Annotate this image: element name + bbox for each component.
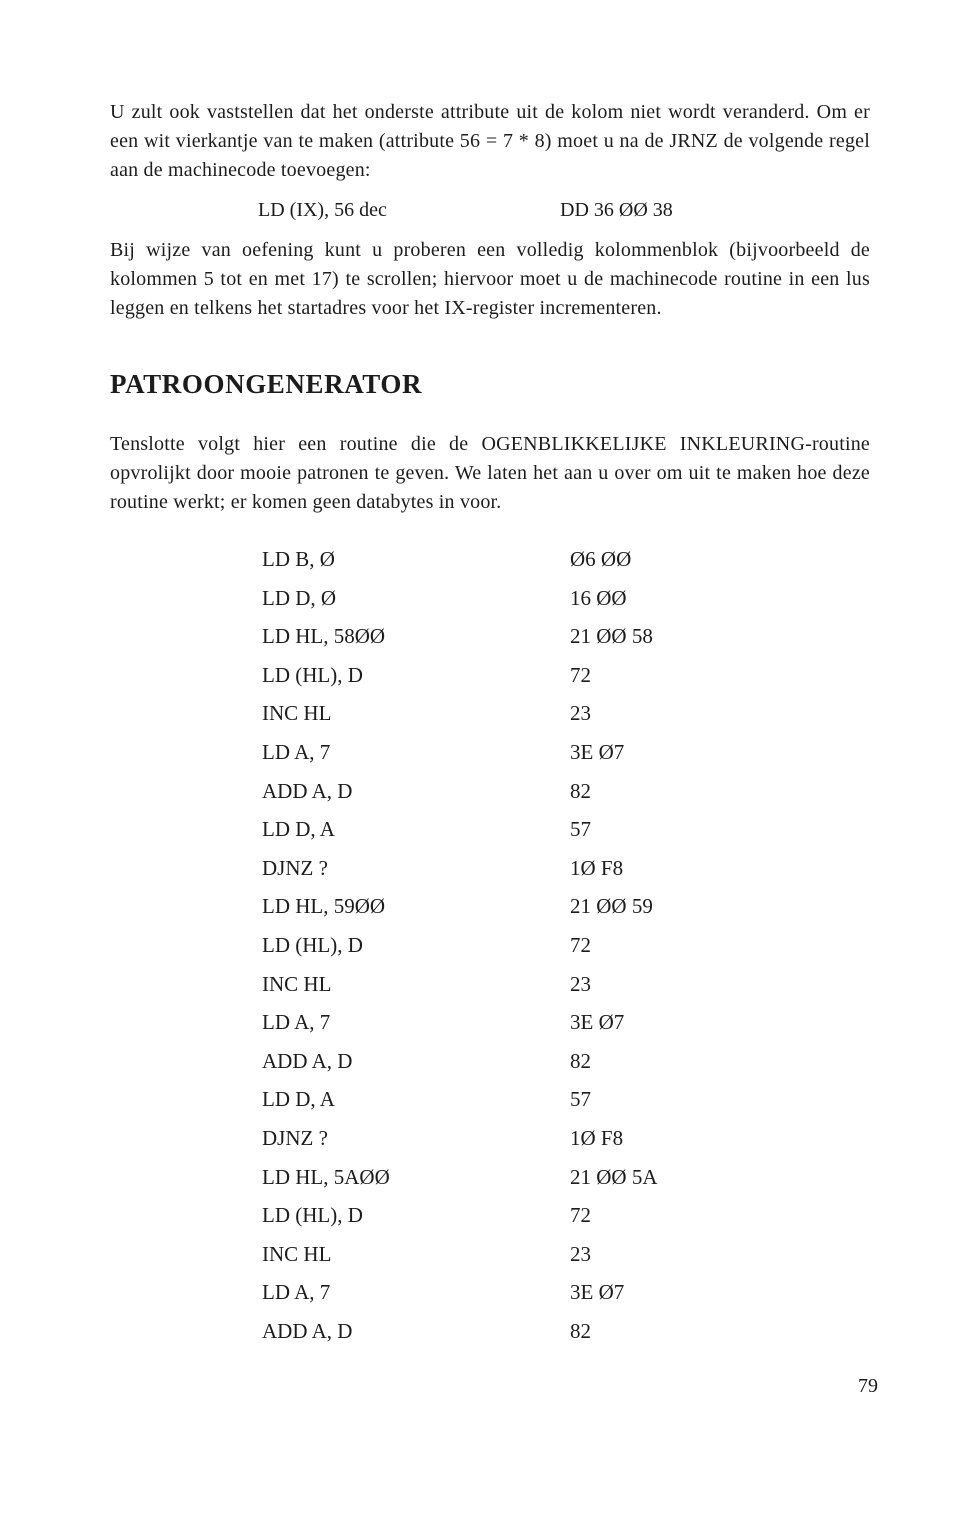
listing-row [262,1235,722,1274]
listing-hex: 21 ØØ 5A [570,1164,658,1189]
listing-hex: 16 ØØ [570,585,627,610]
listing-hex: 82 [570,778,591,803]
paragraph-exercise: Bij wijze van oefening kunt u proberen een volledig kolommenblok (bijvoorbeeld de kolommen 5 tot en met 17) te scrollen; hiervoor moet u de machinecode routine in een lus leggen en telkens het startadres voor het IX-register incrementeren. [110,239,870,319]
listing-row [262,1196,722,1235]
listing-instruction: LD HL, 59ØØ [262,894,386,919]
listing-row [262,810,722,849]
listing-hex: 1Ø F8 [570,855,624,880]
section-heading: PATROONGENERATOR [110,369,423,399]
listing-hex: 1Ø F8 [570,1125,624,1150]
listing-instruction: ADD A, D [262,1048,353,1073]
inline-code-hex: DD 36 ØØ 38 [560,199,673,221]
listing-instruction: LD HL, 5AØØ [262,1164,390,1189]
listing-row [262,1312,722,1351]
listing-instruction: LD (HL), D [262,932,363,957]
listing-hex: 23 [570,1241,591,1266]
listing-row [262,1080,722,1119]
listing-hex: 21 ØØ 58 [570,624,653,649]
inline-code-instruction: LD (IX), 56 dec [258,199,387,221]
listing-row [262,694,722,733]
listing-row [262,849,722,888]
listing-instruction: LD (HL), D [262,1203,363,1228]
listing-row [262,1119,722,1158]
listing-hex: 82 [570,1048,591,1073]
listing-instruction: LD HL, 58ØØ [262,624,386,649]
listing-instruction: DJNZ ? [262,855,328,880]
listing-hex: 72 [570,1203,591,1228]
listing-instruction: LD (HL), D [262,662,363,687]
listing-hex: Ø6 ØØ [570,547,632,571]
listing-instruction: ADD A, D [262,1318,353,1343]
listing-row [262,965,722,1004]
listing-instruction: LD B, Ø [262,547,335,571]
listing-hex: 57 [570,817,591,842]
paragraph-attribute-note: U zult ook vaststellen dat het onderste attribute uit de kolom niet wordt veranderd. Om er een wit vierkantje van te maken (attribute 56 = 7 * 8) moet u na de JRNZ de volgende regel aan de machinecode toevoegen: [110,101,870,181]
listing-hex: 23 [570,701,591,726]
listing-instruction: LD A, 7 [262,739,331,764]
listing-hex: 82 [570,1318,591,1343]
listing-instruction: DJNZ ? [262,1125,328,1150]
page-number: 79 [858,1375,878,1397]
code-listing [262,540,722,1350]
listing-hex: 21 ØØ 59 [570,894,653,919]
listing-instruction: LD D, A [262,817,335,842]
listing-hex: 72 [570,932,591,957]
listing-row [262,1003,722,1042]
listing-row [262,733,722,772]
listing-hex: 3E Ø7 [570,1280,625,1305]
listing-row [262,1273,722,1312]
listing-instruction: LD A, 7 [262,1010,331,1035]
listing-hex: 3E Ø7 [570,739,625,764]
listing-instruction: ADD A, D [262,778,353,803]
listing-hex: 72 [570,662,591,687]
listing-instruction: INC HL [262,1241,332,1266]
listing-row [262,926,722,965]
listing-instruction: INC HL [262,701,332,726]
listing-row [262,617,722,656]
listing-hex: 57 [570,1087,591,1112]
listing-row [262,579,722,618]
listing-row [262,1158,722,1197]
listing-hex: 23 [570,971,591,996]
listing-instruction: INC HL [262,971,332,996]
paragraph-intro-routine: Tenslotte volgt hier een routine die de OGENBLIKKELIJKE INKLEURING-routine opvrolijkt door mooie patronen te geven. We laten het aan u over om uit te maken hoe deze routine werkt; er komen geen databytes in voor. [110,433,870,513]
listing-row [262,656,722,695]
listing-row [262,887,722,926]
listing-row [262,772,722,811]
listing-row [262,1042,722,1081]
listing-instruction: LD D, Ø [262,585,337,610]
listing-instruction: LD A, 7 [262,1280,331,1305]
listing-row [262,540,722,579]
listing-hex: 3E Ø7 [570,1010,625,1035]
listing-instruction: LD D, A [262,1087,335,1112]
